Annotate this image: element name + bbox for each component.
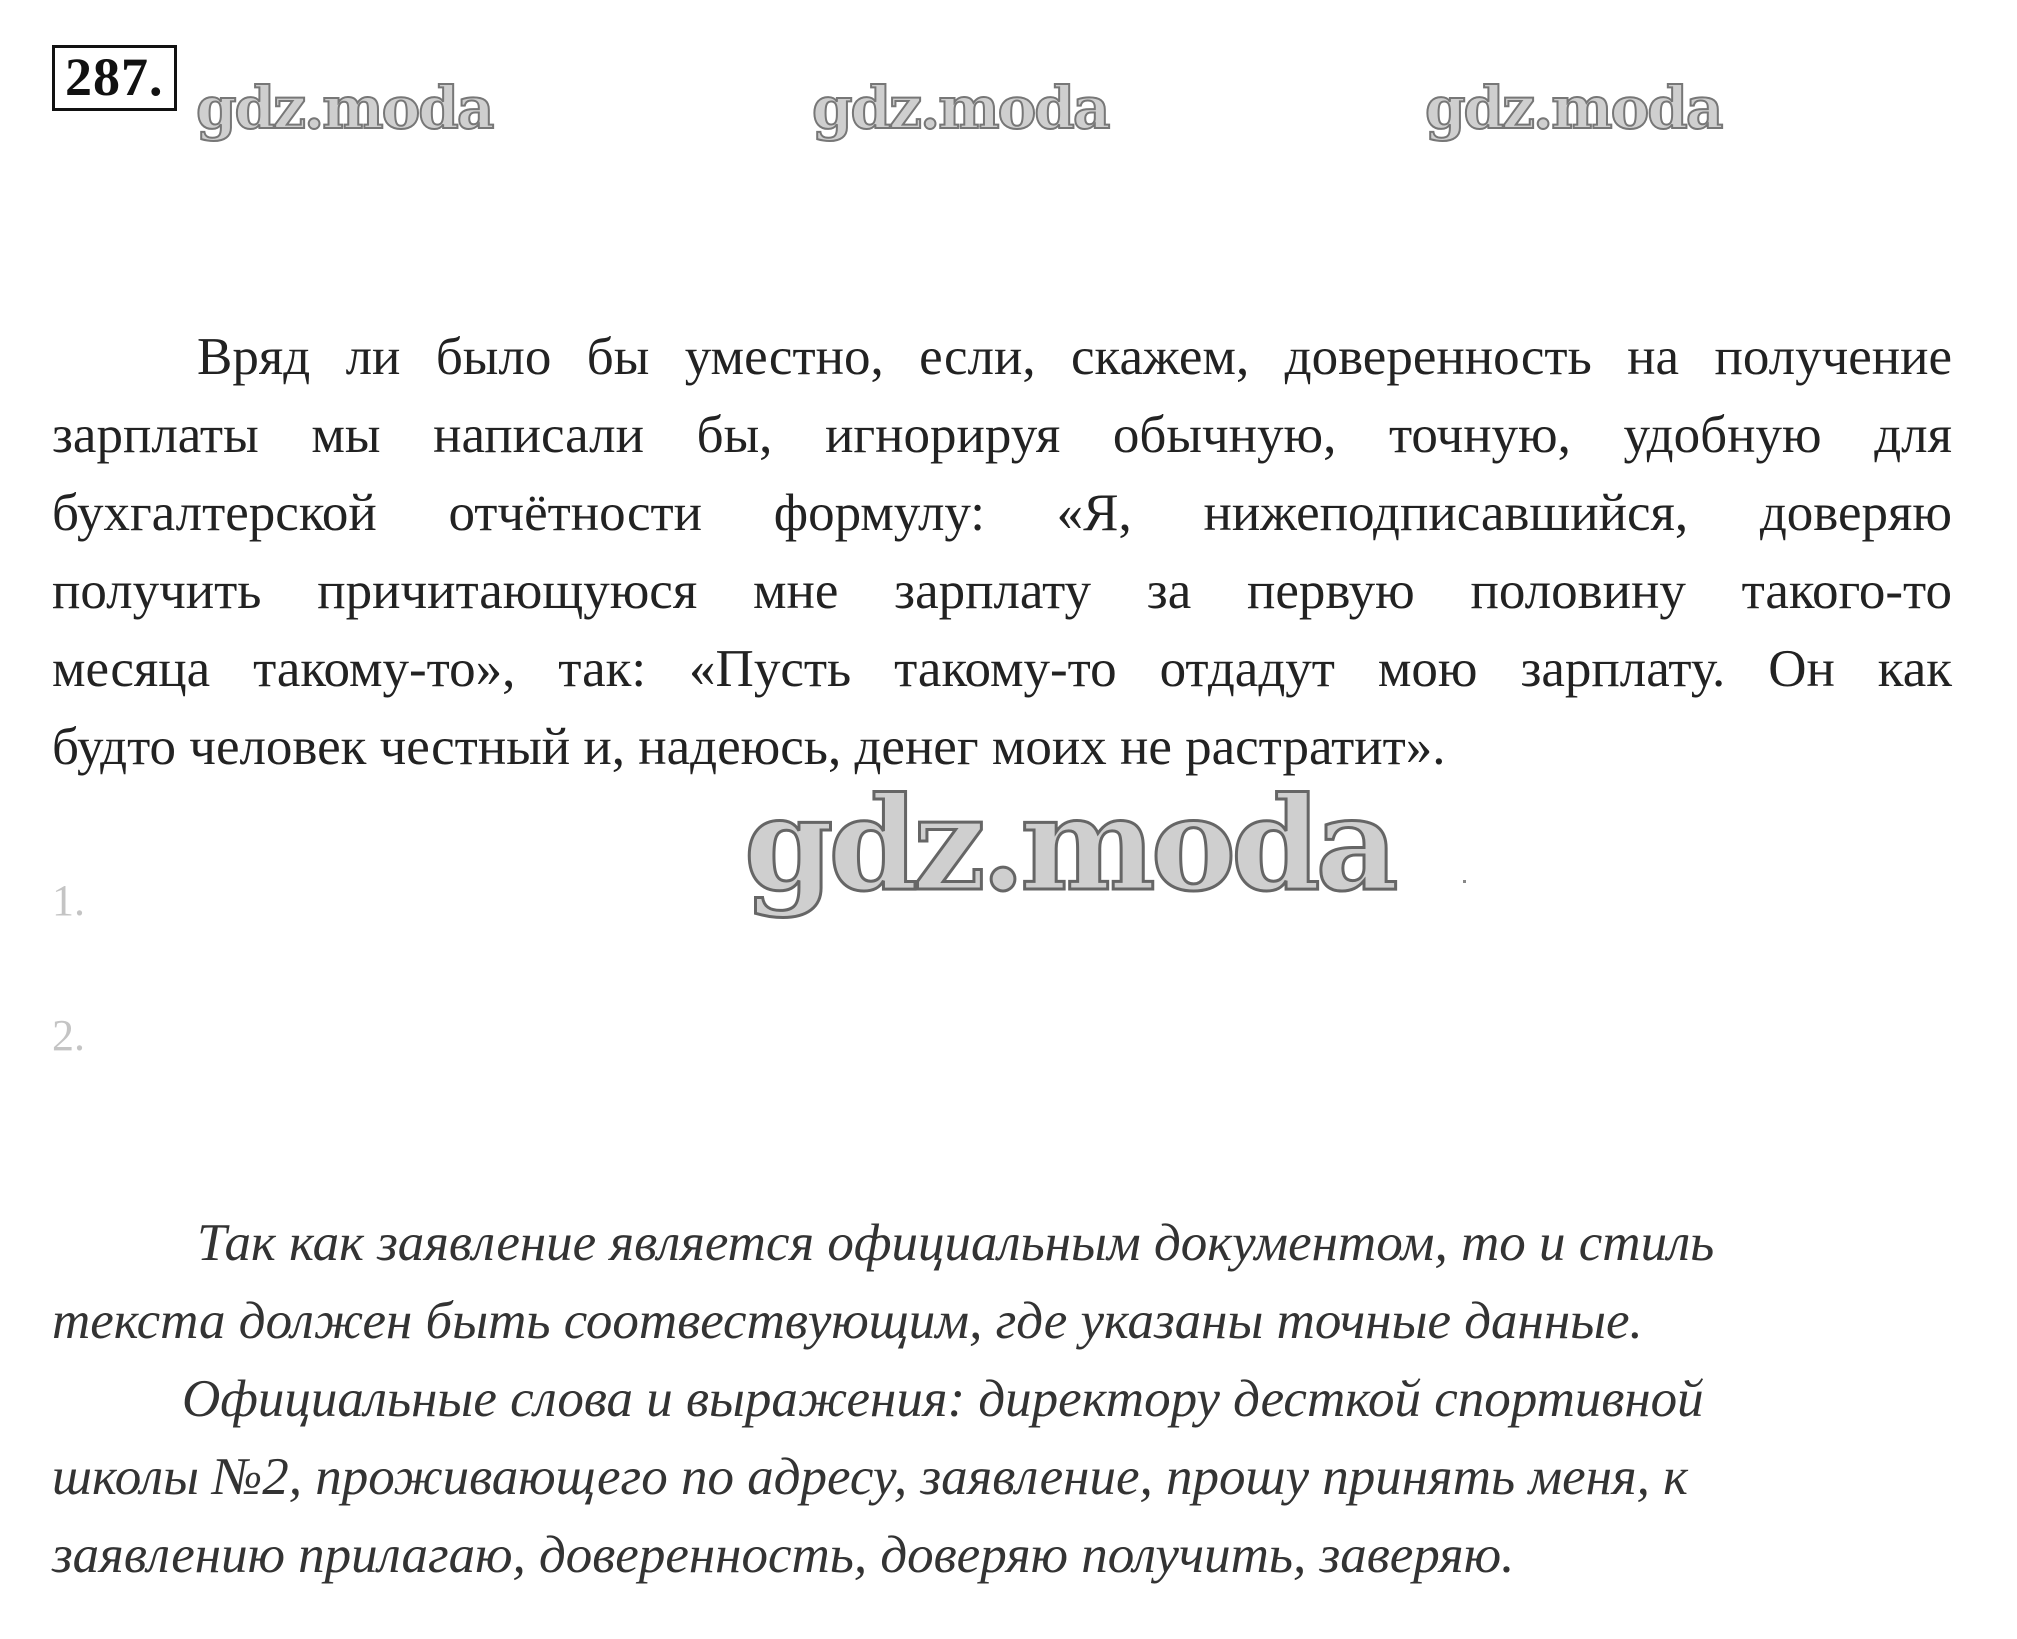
paragraph-line: Вряд ли было бы уместно, если, скажем, доверенность на получение [197, 328, 1952, 386]
watermark-top-left: gdz.moda [196, 74, 493, 142]
watermark-center: gdz.moda [744, 770, 1394, 920]
answer-paragraph [52, 1204, 1932, 1594]
answer-line: Так как заявление является официальным документом, то и стиль [197, 1214, 1715, 1272]
answer-line: школы №2, проживающего по адресу, заявление, прошу принять меня, к [52, 1448, 1688, 1506]
list-marker-2: 2. [52, 1011, 85, 1060]
watermark-top-center: gdz.moda [812, 74, 1109, 142]
answer-line: текста должен быть соотвествующим, где указаны точные данные. [52, 1292, 1643, 1350]
paragraph-line: будто человек честный и, надеюсь, денег моих не растратит». [52, 718, 1446, 776]
task-number: 287. [52, 45, 177, 111]
paragraph-line: бухгалтерской отчётности формулу: «Я, нижеподписавшийся, доверяю [52, 484, 1952, 542]
answer-line: заявлению прилагаю, доверенность, доверяю получить, заверяю. [52, 1526, 1515, 1584]
paragraph-line: зарплаты мы написали бы, игнорируя обычную, точную, удобную для [52, 406, 1952, 464]
main-paragraph [52, 318, 1952, 786]
list-marker-1: 1. [52, 876, 85, 925]
paragraph-line: месяца такому-то», так: «Пусть такому-то отдадут мою зарплату. Он как [52, 640, 1952, 698]
paragraph-line: получить причитающуюся мне зарплату за первую половину такого-то [52, 562, 1952, 620]
answer-line: Официальные слова и выражения: директору десткой спортивной [182, 1370, 1704, 1428]
watermark-top-right: gdz.moda [1425, 74, 1722, 142]
stray-dot [1463, 880, 1466, 883]
